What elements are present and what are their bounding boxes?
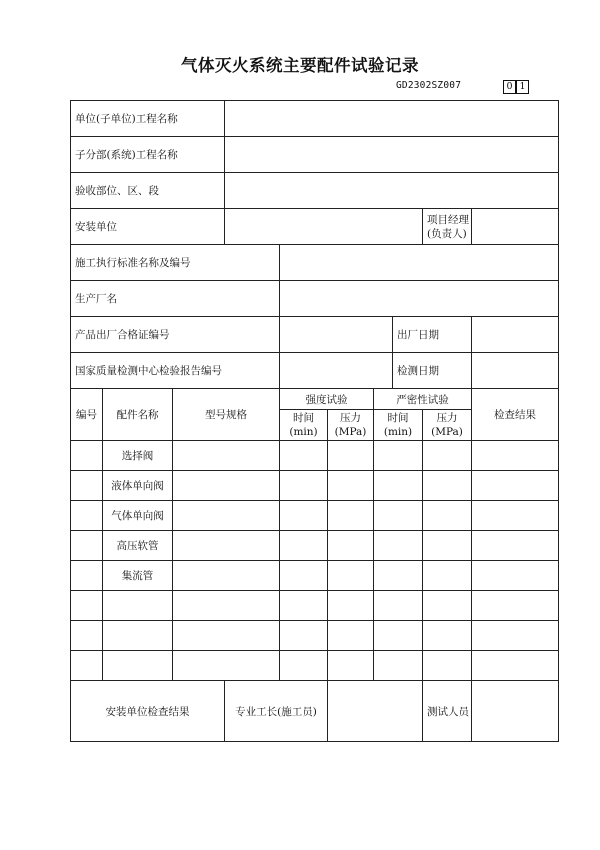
cell-strength-time[interactable] [280, 591, 328, 621]
project-manager-line2: (负责人) [427, 227, 467, 240]
header-number: 编号 [71, 389, 103, 441]
cell-number[interactable] [71, 561, 103, 591]
strength-pressure-unit: (MPa) [334, 426, 367, 438]
header-strength-pressure [328, 410, 374, 441]
table-row [71, 531, 559, 561]
cell-part-name[interactable] [103, 651, 173, 681]
cell-strength-pressure[interactable] [328, 621, 374, 651]
cell-part-name: 高压软管 [103, 531, 173, 561]
cell-tightness-pressure[interactable] [423, 471, 472, 501]
cell-tightness-pressure[interactable] [423, 651, 472, 681]
row-sub-division [71, 137, 559, 173]
cell-strength-pressure[interactable] [328, 531, 374, 561]
cell-tightness-time[interactable] [374, 501, 423, 531]
form-box-2: 1 [516, 80, 529, 94]
cell-number[interactable] [71, 531, 103, 561]
cell-strength-time[interactable] [280, 501, 328, 531]
cell-part-name: 选择阀 [103, 441, 173, 471]
form-box-1: 0 [503, 80, 516, 94]
cell-result[interactable] [472, 501, 559, 531]
label-acceptance-section: 验收部位、区、段 [71, 173, 225, 209]
cell-tightness-pressure[interactable] [423, 441, 472, 471]
strength-time-unit: (min) [289, 426, 318, 438]
value-construction-standard[interactable] [280, 245, 559, 281]
value-sub-division-name[interactable] [225, 137, 559, 173]
value-tester-signature[interactable] [472, 681, 559, 742]
cell-number[interactable] [71, 651, 103, 681]
header-check-result: 检查结果 [472, 389, 559, 441]
row-construction-standard [71, 245, 559, 281]
label-construction-standard: 施工执行标准名称及编号 [71, 245, 280, 281]
tightness-pressure-unit: (MPa) [431, 426, 463, 438]
cell-strength-pressure[interactable] [328, 651, 374, 681]
table-row [71, 651, 559, 681]
cell-result[interactable] [472, 591, 559, 621]
value-foreman-signature[interactable] [328, 681, 423, 742]
label-unit-project-name: 单位(子单位)工程名称 [71, 101, 225, 137]
header-tightness-pressure [423, 410, 472, 441]
cell-strength-pressure[interactable] [328, 591, 374, 621]
cell-tightness-time[interactable] [374, 531, 423, 561]
value-manufacturer[interactable] [280, 281, 559, 317]
project-manager-line1: 项目经理 [427, 213, 469, 226]
label-foreman: 专业工长(施工员) [225, 681, 328, 742]
cell-result[interactable] [472, 561, 559, 591]
value-inspection-date[interactable] [472, 353, 559, 389]
row-acceptance-section [71, 173, 559, 209]
row-manufacturer [71, 281, 559, 317]
row-installation-unit [71, 209, 559, 245]
cell-number[interactable] [71, 501, 103, 531]
header-strength-time [280, 410, 328, 441]
cell-part-name[interactable] [103, 591, 173, 621]
label-inspection-date: 检测日期 [393, 353, 472, 389]
cell-strength-time[interactable] [280, 651, 328, 681]
table-row [71, 471, 559, 501]
cell-tightness-time[interactable] [374, 621, 423, 651]
label-installation-unit: 安装单位 [71, 209, 225, 245]
cell-strength-pressure[interactable] [328, 501, 374, 531]
table-row [71, 621, 559, 651]
cell-tightness-pressure[interactable] [423, 591, 472, 621]
cell-model[interactable] [173, 621, 280, 651]
cell-tightness-pressure[interactable] [423, 621, 472, 651]
cell-number[interactable] [71, 441, 103, 471]
row-certificate [71, 317, 559, 353]
cell-result[interactable] [472, 531, 559, 561]
header-strength-test: 强度试验 [280, 389, 374, 410]
label-inspection-report-number: 国家质量检测中心检验报告编号 [71, 353, 280, 389]
value-factory-date[interactable] [472, 317, 559, 353]
table-row [71, 591, 559, 621]
strength-pressure-label: 压力 [340, 412, 361, 424]
tightness-time-label: 时间 [387, 412, 409, 424]
value-project-manager[interactable] [472, 209, 559, 245]
row-test-header-1 [71, 389, 559, 410]
cell-strength-pressure[interactable] [328, 441, 374, 471]
label-factory-date: 出厂日期 [393, 317, 472, 353]
label-install-check-result: 安装单位检查结果 [71, 681, 225, 742]
cell-number[interactable] [71, 621, 103, 651]
cell-tightness-pressure[interactable] [423, 531, 472, 561]
cell-tightness-pressure[interactable] [423, 501, 472, 531]
value-inspection-report-number[interactable] [280, 353, 393, 389]
header-tightness-time [374, 410, 423, 441]
value-installation-unit[interactable] [225, 209, 423, 245]
cell-strength-time[interactable] [280, 441, 328, 471]
cell-model[interactable] [173, 441, 280, 471]
cell-part-name: 集流管 [103, 561, 173, 591]
cell-number[interactable] [71, 471, 103, 501]
table-row [71, 561, 559, 591]
cell-model[interactable] [173, 501, 280, 531]
row-inspection-report [71, 353, 559, 389]
cell-result[interactable] [472, 471, 559, 501]
value-acceptance-section[interactable] [225, 173, 559, 209]
cell-part-name: 液体单向阀 [103, 471, 173, 501]
label-manufacturer: 生产厂名 [71, 281, 280, 317]
cell-tightness-time[interactable] [374, 561, 423, 591]
cell-strength-time[interactable] [280, 621, 328, 651]
cell-model[interactable] [173, 531, 280, 561]
cell-strength-pressure[interactable] [328, 561, 374, 591]
row-unit-project [71, 101, 559, 137]
test-record-table [70, 100, 559, 742]
form-code: GD2302SZ007 [396, 80, 462, 91]
cell-strength-pressure[interactable] [328, 471, 374, 501]
cell-model[interactable] [173, 471, 280, 501]
cell-tightness-time[interactable] [374, 471, 423, 501]
cell-number[interactable] [71, 591, 103, 621]
cell-result[interactable] [472, 441, 559, 471]
cell-result[interactable] [472, 621, 559, 651]
label-certificate-number: 产品出厂合格证编号 [71, 317, 280, 353]
row-footer-signatures [71, 681, 559, 742]
table-row [71, 501, 559, 531]
cell-model[interactable] [173, 561, 280, 591]
cell-model[interactable] [173, 591, 280, 621]
value-unit-project-name[interactable] [225, 101, 559, 137]
tightness-time-unit: (min) [383, 426, 413, 438]
cell-part-name: 气体单向阀 [103, 501, 173, 531]
label-project-manager [423, 209, 472, 245]
cell-model[interactable] [173, 651, 280, 681]
header-tightness-test: 严密性试验 [374, 389, 472, 410]
strength-time-label: 时间 [293, 412, 314, 424]
header-part-name: 配件名称 [103, 389, 173, 441]
cell-strength-time[interactable] [280, 471, 328, 501]
table-row [71, 441, 559, 471]
label-sub-division-name: 子分部(系统)工程名称 [71, 137, 225, 173]
value-certificate-number[interactable] [280, 317, 393, 353]
label-tester: 测试人员 [423, 681, 472, 742]
tightness-pressure-label: 压力 [436, 412, 458, 424]
document-title: 气体灭火系统主要配件试验记录 [181, 56, 419, 75]
cell-strength-time[interactable] [280, 531, 328, 561]
cell-tightness-time[interactable] [374, 651, 423, 681]
cell-strength-time[interactable] [280, 561, 328, 591]
cell-tightness-time[interactable] [374, 591, 423, 621]
cell-result[interactable] [472, 651, 559, 681]
cell-part-name[interactable] [103, 621, 173, 651]
cell-tightness-time[interactable] [374, 441, 423, 471]
header-model: 型号规格 [173, 389, 280, 441]
cell-tightness-pressure[interactable] [423, 561, 472, 591]
